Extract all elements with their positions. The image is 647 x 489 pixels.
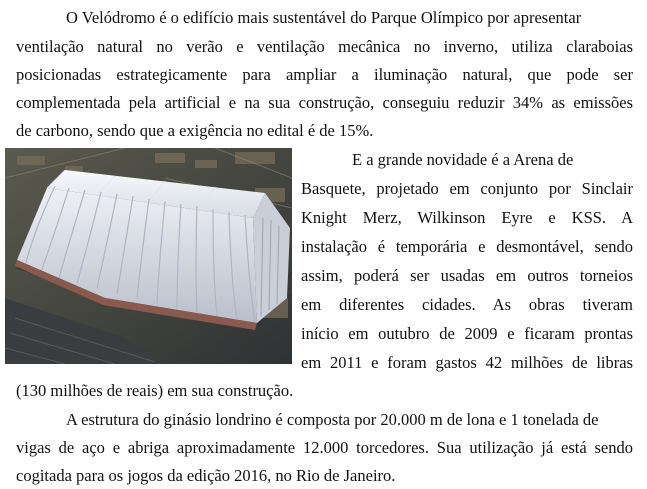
p1-line-3: posicionadas estrategicamente para ampliar a iluminação natural, que pode ser [16, 65, 633, 84]
p2-line-5: assim, poderá ser usadas em outros torneios [301, 266, 633, 285]
p1-line-1: O Velódromo é o edifício mais sustentável do Parque Olímpico por apresentar [66, 8, 582, 27]
p2-line-3: Knight Merz, Wilkinson Eyre e KSS. A [301, 208, 633, 227]
p1-line-5: de carbono, sendo que a exigência no edital é de 15%. [16, 121, 374, 140]
p1-line-2: ventilação natural no verão e ventilação mecânica no inverno, utiliza claraboias [16, 37, 633, 56]
p2-line-6: em diferentes cidades. As obras tiveram [301, 295, 633, 314]
p2-line-9: (130 milhões de reais) em sua construção. [16, 381, 294, 400]
p2-line-8: em 2011 e foram gastos 42 milhões de libras [301, 353, 633, 372]
p3-line-3: cogitada para os jogos da edição 2016, no Rio de Janeiro. [16, 466, 396, 485]
arena-photo [5, 148, 292, 364]
p1-line-4: complementada pela artificial e na sua construção, conseguiu reduzir 34% as emissões [16, 93, 633, 112]
p3-line-1: A estrutura do ginásio londrino é composta por 20.000 m de lona e 1 tonelada de [66, 410, 599, 429]
p2-line-1: E a grande novidade é a Arena de [352, 150, 574, 169]
p2-line-7: início em outubro de 2009 e ficaram prontas [301, 324, 633, 343]
p2-line-4: instalação é temporária e desmontável, sendo [301, 237, 633, 256]
p3-line-2: vigas de aço e abriga aproximadamente 12.000 torcedores. Sua utilização já está sendo [16, 438, 633, 457]
p2-line-2: Basquete, projetado em conjunto por Sinclair [301, 179, 633, 198]
